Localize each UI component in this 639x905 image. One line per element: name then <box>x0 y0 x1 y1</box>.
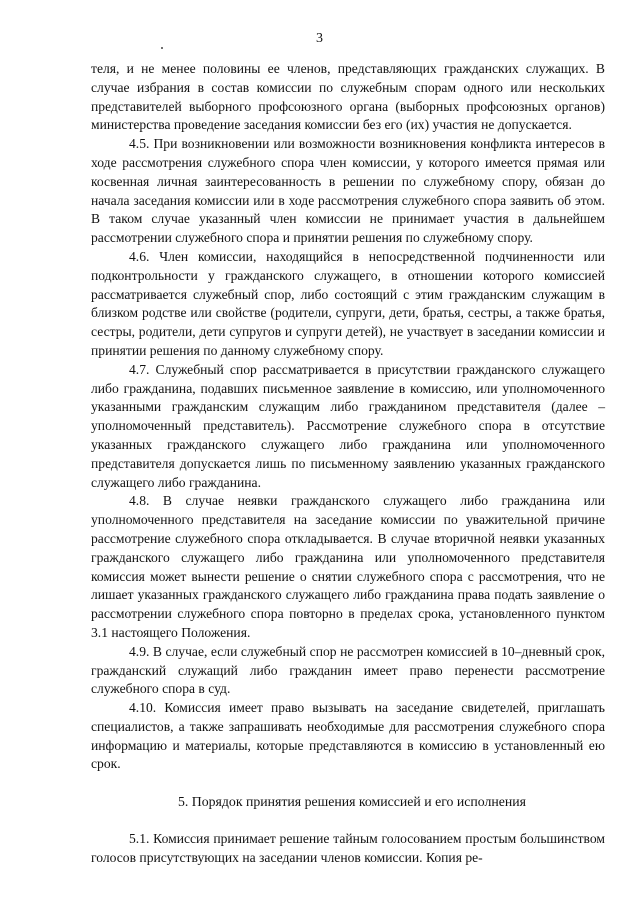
paragraph-4-7: 4.7. Служебный спор рассматривается в присутствии гражданского служащего либо гражданина, подавших письменное заявление в комиссию, или уполномоченного указанными гражданским служащим либо гражданином представителя (далее – уполномоченный представитель). Рассмотрение служебного спора в отсутствие указанных гражданского служащего либо гражданина или уполномоченного представителя допускается лишь по письменному заявлению указанных гражданского служащего либо гражданина. <box>91 361 605 490</box>
paragraph-4-10: 4.10. Комиссия имеет право вызывать на заседание свидетелей, приглашать специалистов, а также запрашивать необходимые для рассмотрения служебного спора информацию и материалы, которые представляются в комиссию в установленный ею срок. <box>91 700 605 772</box>
scan-speck <box>161 47 163 49</box>
paragraph-continuation: теля, и не менее половины ее членов, представляющих гражданских служащих. В случае избрания в состав комиссии по служебным спорам одного или нескольких представителей выборного профсоюзного органа (выборных профсоюзных органов) министерства проведение заседания комиссии без его (их) участия не допускается. <box>91 61 605 133</box>
paragraph-5-1: 5.1. Комиссия принимает решение тайным голосованием простым большинством голосов присутствующих на заседании членов комиссии. Копия ре- <box>91 831 605 866</box>
document-body <box>91 60 605 868</box>
page-number: 3 <box>316 31 323 46</box>
paragraph-4-8: 4.8. В случае неявки гражданского служащего либо гражданина или уполномоченного представителя на заседание комиссии по уважительной причине рассмотрение служебного спора откладывается. В случае вторичной неявки указанных гражданского служащего либо гражданина или уполномоченного представителя комиссия может вынести решение о снятии служебного спора с рассмотрения, что не лишает указанных гражданского служащего либо гражданина права подать заявление о рассмотрении служебного спора повторно в пределах срока, установленного пунктом 3.1 настоящего Положения. <box>91 493 605 640</box>
paragraph-4-9: 4.9. В случае, если служебный спор не рассмотрен комиссией в 10–дневный срок, гражданский служащий либо гражданин имеет право перенести рассмотрение служебного спора в суд. <box>91 643 605 697</box>
paragraph-4-5: 4.5. При возникновении или возможности возникновения конфликта интересов в ходе рассмотрения служебного спора член комиссии, у которого имеется прямая или косвенная личная заинтересованность в решении по служебному спору, обязан до начала заседания комиссии или в ходе рассмотрения служебного спора заявить об этом. В таком случае указанный член комиссии не принимает участия в дальнейшем рассмотрении служебного спора и принятии решения по служебному спору. <box>91 136 605 246</box>
section-heading: 5. Порядок принятия решения комиссией и его исполнения <box>178 794 526 810</box>
paragraph-4-6: 4.6. Член комиссии, находящийся в непосредственной подчиненности или подконтрольности у гражданского служащего, в отношении которого комиссией рассматривается служебный спор, либо состоящий с этим гражданским служащим в близком родстве или свойстве (родители, супруги, дети, братья, сестры, а также братья, сестры, родители, дети супругов и супруги детей), не участвует в заседании комиссии и принятии решения по данному служебному спору. <box>91 248 605 358</box>
